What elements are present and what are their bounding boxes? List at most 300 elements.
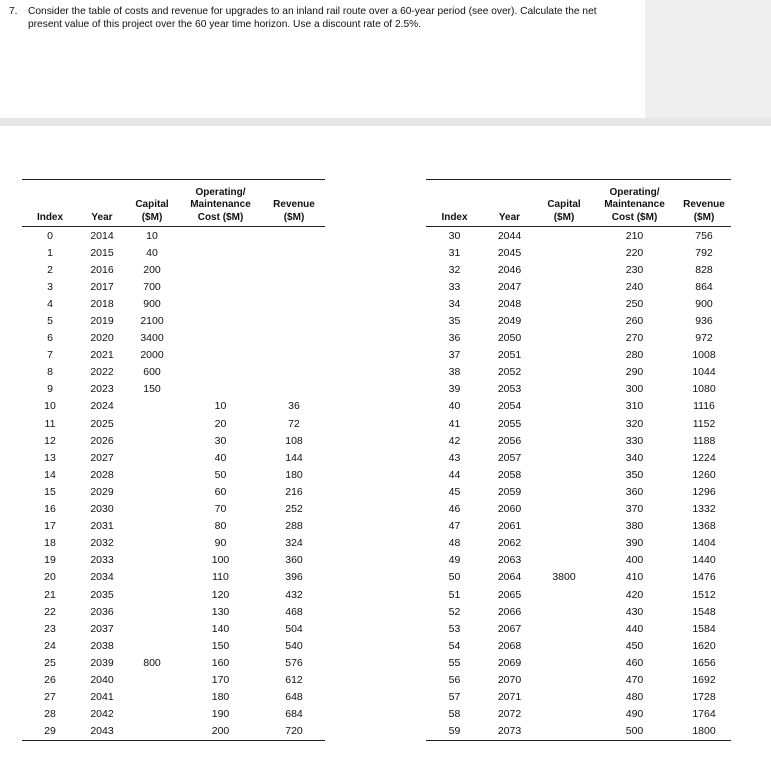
cell-revenue: 1260 [692,468,716,481]
cell-revenue: 324 [285,537,303,550]
cell-capital: 40 [146,246,158,259]
table-row [22,432,325,449]
cell-om-cost: 230 [625,263,644,276]
cell-revenue: 432 [285,588,303,601]
cell-capital [126,723,178,741]
cell-revenue: 1692 [692,673,716,686]
cell-year: 2053 [497,383,522,396]
cell-revenue: 1764 [692,708,716,721]
cell-index: 33 [448,280,461,293]
table-row [426,449,731,466]
table-row [426,706,731,723]
cell-om-cost: 480 [625,691,644,704]
cell-revenue: 720 [263,723,325,741]
cell-om-cost: 60 [214,485,227,498]
question-block [9,5,629,31]
cell-om-cost: 380 [625,520,644,533]
cell-om-cost: 350 [625,468,644,481]
cell-index: 37 [448,349,461,362]
cell-index: 15 [44,485,56,498]
cell-year: 2029 [90,485,114,498]
cell-capital [536,261,592,278]
table-row [22,723,325,741]
cell-index: 47 [448,520,461,533]
cell-om-cost [178,295,263,312]
cell-year: 2048 [497,297,522,310]
table-header [426,180,731,227]
cell-revenue: 1152 [692,417,716,430]
cell-year: 2068 [497,639,522,652]
cell-revenue [263,295,325,312]
cell-om-cost: 330 [625,434,644,447]
cell-capital [536,706,592,723]
cell-index: 17 [44,520,56,533]
cell-capital: 10 [146,229,158,242]
cell-capital [536,654,592,671]
table-row [426,535,731,552]
cell-year: 2065 [497,588,522,601]
cell-om-cost: 130 [211,605,230,618]
cell-index: 10 [44,400,56,413]
cell-revenue: 1800 [677,723,731,741]
cell-year: 2040 [90,673,114,686]
cell-om-cost: 500 [592,723,677,741]
table-row [426,552,731,569]
cell-revenue: 936 [695,315,713,328]
cell-om-cost [178,347,263,364]
cell-om-cost: 360 [625,485,644,498]
cell-year: 2037 [90,622,114,635]
cell-capital [536,483,592,500]
cell-capital [536,347,592,364]
cell-om-cost: 450 [625,639,644,652]
table-row [22,381,325,398]
cell-year: 2069 [497,656,522,669]
cell-index: 3 [47,280,53,293]
table-row [426,654,731,671]
cell-year: 2050 [497,332,522,345]
cell-om-cost: 270 [625,332,644,345]
cell-index: 26 [44,673,56,686]
cell-om-cost: 300 [625,383,644,396]
cost-revenue-table-left [22,179,325,741]
cell-year: 2059 [497,485,522,498]
cell-revenue: 1368 [692,520,716,533]
cell-capital [536,278,592,295]
cell-capital [126,483,178,500]
table-row [22,501,325,518]
cell-revenue: 1224 [692,451,716,464]
cell-om-cost: 200 [178,723,263,741]
table-row [22,603,325,620]
cell-om-cost: 100 [211,554,230,567]
cell-index: 42 [448,434,461,447]
table-row [426,381,731,398]
cell-revenue: 756 [695,229,713,242]
cell-capital [126,689,178,706]
cell-year: 2027 [90,451,114,464]
cell-revenue: 1044 [692,366,716,379]
cell-year: 2018 [90,297,114,310]
cell-om-cost: 470 [625,673,644,686]
cell-capital [536,381,592,398]
cell-year: 2028 [90,468,114,481]
cell-om-cost: 120 [211,588,230,601]
cell-revenue: 108 [285,434,303,447]
cell-capital [126,449,178,466]
cell-index: 9 [47,383,53,396]
cell-capital [126,637,178,654]
cell-revenue: 828 [695,263,713,276]
cell-index: 14 [44,468,56,481]
cell-capital [536,330,592,347]
cell-index: 30 [448,229,461,242]
cell-capital [126,603,178,620]
table-body [22,227,325,741]
cell-capital [126,415,178,432]
table-row [22,620,325,637]
table-row [22,552,325,569]
table-row [426,244,731,261]
cell-capital [536,552,592,569]
cell-revenue: 504 [285,622,303,635]
cell-capital: 3400 [140,332,164,345]
cell-om-cost: 30 [214,434,227,447]
header-om-cost: Operating/ Maintenance Cost ($M) [592,180,677,227]
cell-index: 38 [448,366,461,379]
cell-om-cost: 260 [625,315,644,328]
cell-index: 34 [448,297,461,310]
cell-capital [126,586,178,603]
cell-capital [126,552,178,569]
cell-index: 35 [448,315,461,328]
cell-revenue: 1008 [692,349,716,362]
cell-om-cost: 250 [625,297,644,310]
table-row [22,586,325,603]
table-header [22,180,325,227]
cell-capital: 3800 [552,571,576,584]
cell-revenue: 288 [285,520,303,533]
cell-om-cost: 90 [214,537,227,550]
table-row [22,689,325,706]
cell-year: 2038 [90,639,114,652]
cell-index: 24 [44,639,56,652]
cell-revenue: 972 [695,332,713,345]
cell-year: 2067 [497,622,522,635]
cell-om-cost: 20 [214,417,227,430]
cell-index: 40 [448,400,461,413]
header-index: Index [426,180,483,227]
question-number: 7. [9,6,18,17]
cell-capital: 150 [143,383,161,396]
cell-om-cost: 40 [214,451,227,464]
cell-om-cost: 220 [625,246,644,259]
cell-index: 1 [47,246,53,259]
cell-revenue: 1728 [692,691,716,704]
cell-index: 7 [47,349,53,362]
cell-index: 54 [448,639,461,652]
cell-year: 2051 [497,349,522,362]
cell-capital: 2000 [140,349,164,362]
cell-revenue: 144 [285,451,303,464]
question-text: Consider the table of costs and revenue for upgrades to an inland rail route over a 60-year period (see over). Calculate the net present value of this project over the 60 year time horizon. Use a discount rate of 2.5%. [28,6,597,30]
cell-year: 2066 [497,605,522,618]
cell-year: 2045 [497,246,522,259]
cell-capital [536,312,592,329]
cell-om-cost: 10 [214,400,227,413]
cell-revenue [263,227,325,245]
cell-capital [536,723,592,741]
cell-om-cost: 140 [211,622,230,635]
cell-om-cost: 430 [625,605,644,618]
cell-index: 56 [448,673,461,686]
cell-year: 2026 [90,434,114,447]
cell-revenue: 576 [285,656,303,669]
table-row [426,586,731,603]
table-row [426,603,731,620]
table-row [22,312,325,329]
cell-om-cost: 310 [625,400,644,413]
cell-year: 2020 [90,332,114,345]
cell-index: 12 [44,434,56,447]
cell-revenue [263,312,325,329]
header-capital: Capital ($M) [126,180,178,227]
cell-capital: 900 [143,297,161,310]
cell-year: 2023 [90,383,114,396]
table-row [22,483,325,500]
cell-om-cost: 490 [625,708,644,721]
cell-revenue: 468 [285,605,303,618]
cell-capital [126,569,178,586]
cost-revenue-table-right [426,179,731,741]
table-row [426,312,731,329]
cell-revenue: 1656 [692,656,716,669]
cell-om-cost: 190 [211,708,230,721]
cell-index: 25 [44,656,56,669]
cell-capital [126,501,178,518]
cell-index: 29 [22,723,78,741]
table-row [426,295,731,312]
cell-capital [536,227,592,245]
cell-year: 2047 [497,280,522,293]
cell-om-cost: 80 [214,520,227,533]
cell-capital [536,603,592,620]
table-row [426,432,731,449]
table-row [22,654,325,671]
cell-capital [536,586,592,603]
cell-capital [536,466,592,483]
table-row [22,295,325,312]
cell-revenue: 1512 [692,588,716,601]
cell-year: 2039 [90,656,114,669]
cell-om-cost: 440 [625,622,644,635]
cell-year: 2016 [90,263,114,276]
cell-year: 2061 [497,520,522,533]
cell-revenue: 1332 [692,503,716,516]
table-row [22,449,325,466]
cell-revenue: 648 [285,691,303,704]
cell-om-cost: 400 [625,554,644,567]
cell-index: 27 [44,691,56,704]
table-row [426,483,731,500]
cell-capital [126,620,178,637]
cell-index: 16 [44,503,56,516]
cell-year: 2036 [90,605,114,618]
cell-revenue: 1584 [692,622,716,635]
cell-index: 51 [448,588,461,601]
cell-year: 2044 [497,229,522,242]
cell-year: 2063 [497,554,522,567]
table-row [426,466,731,483]
cell-om-cost: 160 [211,656,230,669]
cell-om-cost: 180 [211,691,230,704]
cell-capital [536,535,592,552]
header-capital: Capital ($M) [536,180,592,227]
cell-capital [536,689,592,706]
table-row [426,518,731,535]
cell-revenue: 612 [285,673,303,686]
cell-year: 2034 [90,571,114,584]
cell-revenue: 1080 [692,383,716,396]
table-row [426,569,731,586]
cell-year: 2064 [497,571,522,584]
cell-year: 2057 [497,451,522,464]
cell-year: 2025 [90,417,114,430]
cell-year: 2021 [90,349,114,362]
table-row [22,244,325,261]
cell-year: 2019 [90,315,114,328]
cell-revenue [263,381,325,398]
cell-revenue [263,330,325,347]
cell-year: 2070 [497,673,522,686]
cell-capital [126,706,178,723]
cell-index: 46 [448,503,461,516]
table-row [426,501,731,518]
cell-index: 32 [448,263,461,276]
cell-index: 6 [47,332,53,345]
cell-revenue [263,244,325,261]
cell-om-cost: 390 [625,537,644,550]
cell-year: 2056 [497,434,522,447]
cell-capital [126,535,178,552]
cell-revenue: 1620 [692,639,716,652]
cell-revenue [263,278,325,295]
table-row [426,689,731,706]
cell-revenue: 900 [695,297,713,310]
cell-revenue: 684 [285,708,303,721]
cell-index: 19 [44,554,56,567]
cell-index: 45 [448,485,461,498]
cell-index: 31 [448,246,461,259]
cell-revenue [263,347,325,364]
cell-capital [536,295,592,312]
cell-year: 2033 [90,554,114,567]
cell-capital [536,518,592,535]
cell-year: 2014 [90,229,114,242]
cell-capital [126,432,178,449]
cell-om-cost: 340 [625,451,644,464]
cell-revenue: 180 [285,468,303,481]
cell-om-cost [178,261,263,278]
cell-capital [126,671,178,688]
table-row [22,261,325,278]
cell-revenue: 72 [288,417,300,430]
cell-index: 50 [448,571,461,584]
cell-om-cost: 280 [625,349,644,362]
cell-revenue: 1116 [693,400,715,413]
cell-index: 41 [448,417,461,430]
cell-om-cost [178,381,263,398]
table-row [426,671,731,688]
cell-om-cost [178,364,263,381]
cell-index: 55 [448,656,461,669]
cell-index: 18 [44,537,56,550]
table-row [426,723,731,741]
cell-year: 2042 [90,708,114,721]
cell-index: 2 [47,263,53,276]
cell-capital [126,466,178,483]
cell-capital [536,398,592,415]
page-separator-band [0,118,771,126]
cell-index: 23 [44,622,56,635]
cell-revenue: 540 [285,639,303,652]
cell-year: 2015 [90,246,114,259]
cell-om-cost [178,227,263,245]
table-body [426,227,731,741]
cell-om-cost: 170 [211,673,230,686]
cell-capital: 2100 [140,315,164,328]
cell-index: 21 [44,588,56,601]
cell-year: 2032 [90,537,114,550]
table-row [22,569,325,586]
cell-om-cost: 420 [625,588,644,601]
cell-revenue: 864 [695,280,713,293]
cell-om-cost: 210 [625,229,644,242]
table-row [22,518,325,535]
cell-om-cost [178,330,263,347]
cell-year: 2041 [90,691,114,704]
cell-year: 2054 [497,400,522,413]
cell-revenue: 1404 [692,537,716,550]
cell-revenue: 36 [288,400,300,413]
table-row [426,398,731,415]
table-row [22,466,325,483]
cell-om-cost: 150 [211,639,230,652]
cell-index: 57 [448,691,461,704]
cell-revenue: 792 [695,246,713,259]
table-row [426,261,731,278]
cell-capital: 700 [143,280,161,293]
cell-revenue: 396 [285,571,303,584]
cell-index: 8 [47,366,53,379]
cell-index: 49 [448,554,461,567]
cell-capital [536,449,592,466]
header-year: Year [78,180,126,227]
table-row [426,278,731,295]
cell-om-cost [178,278,263,295]
cell-om-cost [178,312,263,329]
cell-index: 53 [448,622,461,635]
cell-capital [126,398,178,415]
cell-index: 28 [44,708,56,721]
cell-index: 4 [47,297,53,310]
cell-year: 2055 [497,417,522,430]
cell-capital [536,432,592,449]
table-row [22,347,325,364]
cell-index: 59 [426,723,483,741]
cell-index: 58 [448,708,461,721]
cell-year: 2049 [497,315,522,328]
